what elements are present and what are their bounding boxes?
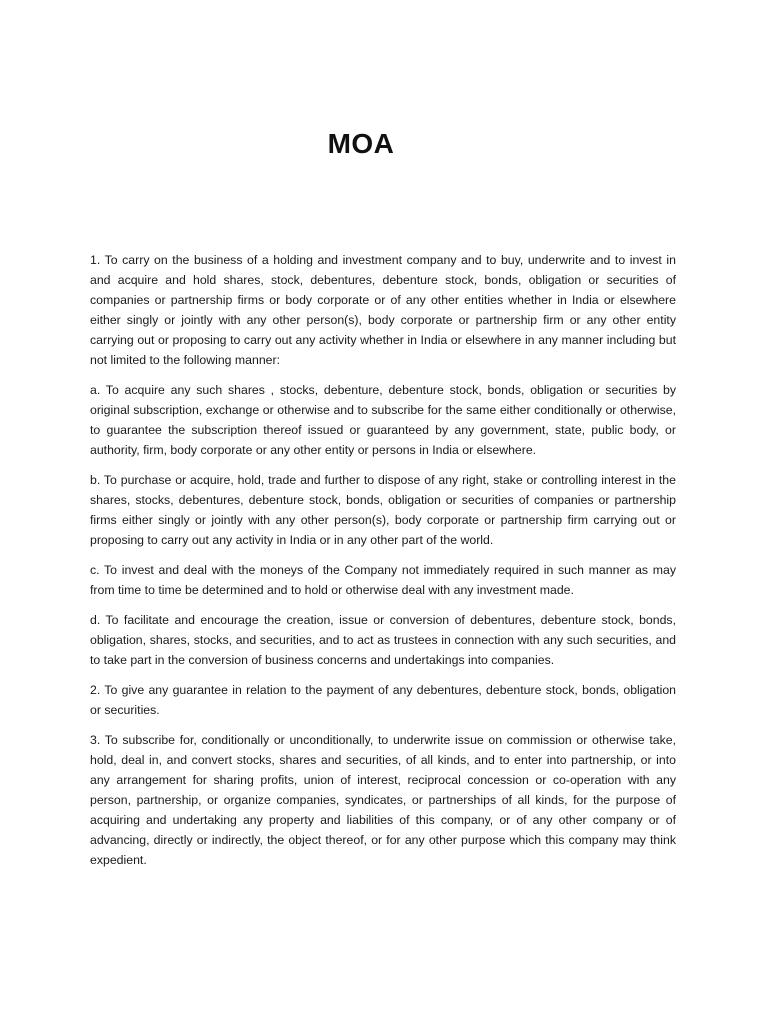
paragraph-object-3: 3. To subscribe for, conditionally or unconditionally, to underwrite issue on commission or otherwise take, hold, deal in, and convert stocks, shares and securities, of all kinds, and to enter into partnership, or into any arrangement for sharing profits, union of interest, reciprocal concession or co-operation with any person, partnership, or organize companies, syndicates, or partnerships of all kinds, for the purpose of acquiring and undertaking any property and liabilities of this company, or of any other company or of advancing, directly or indirectly, the object thereof, or for any other purpose which this company may think expedient. — [90, 733, 676, 867]
paragraph-object-1c: c. To invest and deal with the moneys of the Company not immediately required in such manner as may from time to time be determined and to hold or otherwise deal with any investment made. — [90, 563, 676, 597]
paragraph-object-1b: b. To purchase or acquire, hold, trade and further to dispose of any right, stake or controlling interest in the shares, stocks, debentures, debenture stock, bonds, obligation or securities of companies or partnership firms either singly or jointly with any other person(s), body corporate or partnership firm carrying out or proposing to carry out any activity in India or in any other part of the world. — [90, 473, 676, 547]
paragraph-object-2: 2. To give any guarantee in relation to the payment of any debentures, debenture stock, bonds, obligation or securities. — [90, 683, 676, 717]
document-body — [90, 250, 676, 880]
document-title: MOA — [327, 128, 395, 159]
paragraph-object-1a: a. To acquire any such shares , stocks, debenture, debenture stock, bonds, obligation or securities by original subscription, exchange or otherwise and to subscribe for the same either conditionally or otherwise, to guarantee the subscription thereof issued or guaranteed by any government, state, public body, or authority, firm, body corporate or any other entity or persons in India or elsewhere. — [90, 383, 676, 457]
paragraph-object-1d: d. To facilitate and encourage the creation, issue or conversion of debentures, debenture stock, bonds, obligation, shares, stocks, and securities, and to act as trustees in connection with any such securities, and to take part in the conversion of business concerns and undertakings into companies. — [90, 613, 676, 667]
paragraph-object-1: 1. To carry on the business of a holding and investment company and to buy, underwrite and to invest in and acquire and hold shares, stock, debentures, debenture stock, bonds, obligation or securities of companies or partnership firms or body corporate or of any other entities whether in India or elsewhere either singly or jointly with any other person(s), body corporate or partnership firm or any other entity carrying out or proposing to carry out any activity whether in India or elsewhere in any manner including but not limited to the following manner: — [90, 253, 676, 367]
